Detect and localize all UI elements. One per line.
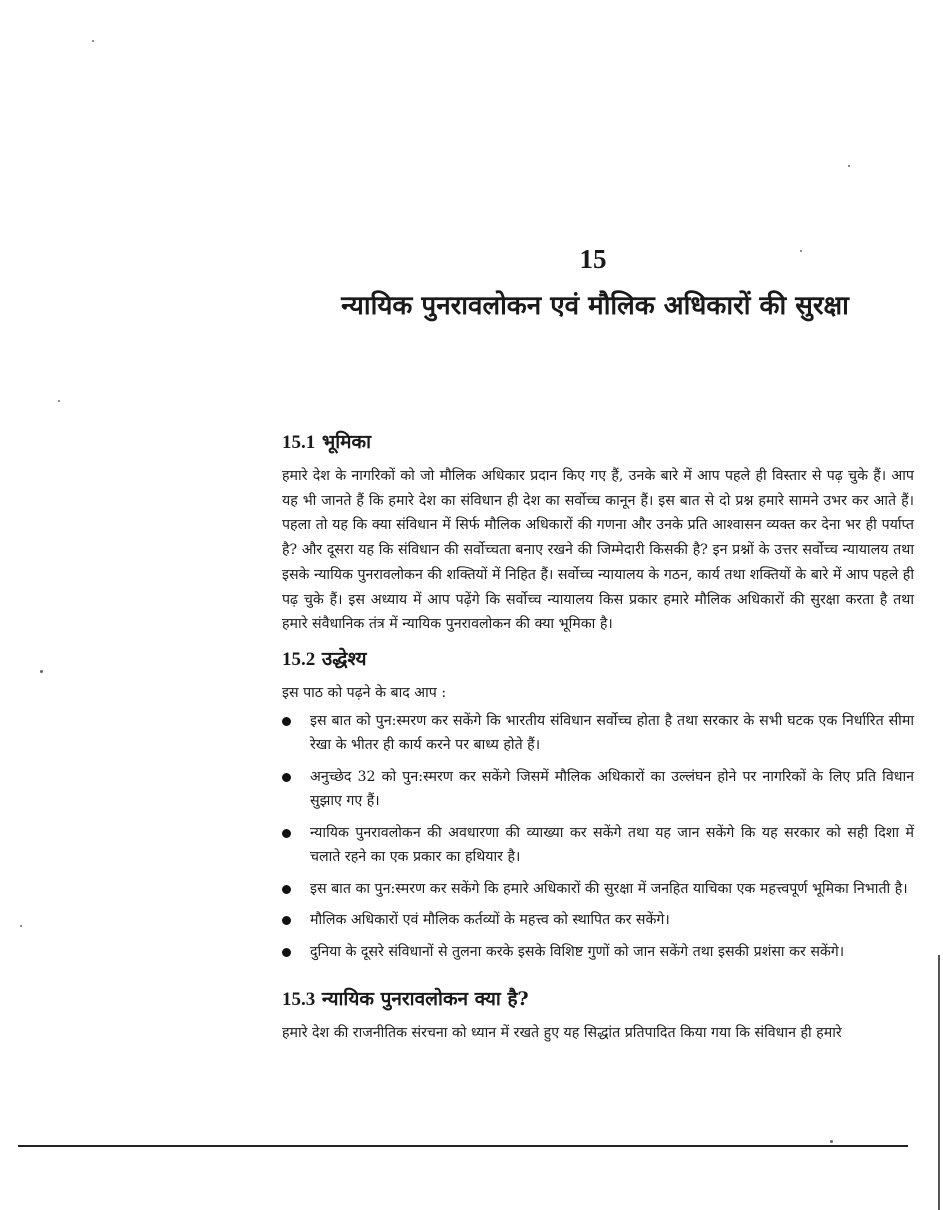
objective-text: मौलिक अधिकारों एवं मौलिक कर्तव्यों के महत्त्व को स्थापित कर सकेंगे। [310, 912, 670, 929]
bullet-icon [282, 829, 291, 838]
objectives-lead: इस पाठ को पढ़ने के बाद आप : [282, 684, 447, 701]
objective-text: इस बात को पुन:स्मरण कर सकेंगे कि भारतीय संविधान सर्वोच्च होता है तथा सरकार के सभी घटक एक निर्धारित सीमा रेखा के भीतर ही कार्य करने पर बाध्य होते हैं। [310, 712, 914, 754]
chapter-title: न्यायिक पुनरावलोकन एवं मौलिक अधिकारों की सुरक्षा [341, 291, 849, 321]
objectives-list [282, 709, 914, 965]
scan-speck [40, 670, 43, 673]
list-item [282, 821, 914, 870]
judicial-review-paragraph: हमारे देश की राजनीतिक संरचना को ध्यान में रखते हुए यह सिद्धांत प्रतिपादित किया गया कि संविधान ही हमारे [282, 1025, 842, 1042]
scan-speck [92, 40, 94, 42]
intro-paragraph: हमारे देश के नागरिकों को जो मौलिक अधिकार प्रदान किए गए हैं, उनके बारे में आप पहले ही विस्तार से पढ़ चुके हैं। आप यह भी जानते हैं कि हमारे देश का संविधान ही देश का सर्वोच्च कानून हैं। इस बात से दो प्रश्न हमारे सामने उभर कर आते हैं। पहला तो यह कि क्या संविधान में सिर्फ मौलिक अधिकारों की गणना और उनके प्रति आश्वासन व्यक्त कर देना भर ही पर्याप्त है? और दूसरा यह कि संविधान की सर्वोच्चता बनाए रखने की जिम्मेदारी किसकी है? इन प्रश्नों के उत्तर सर्वोच्च न्यायालय तथा इसके न्यायिक पुनरावलोकन की शक्तियों में निहित हैं। सर्वोच्च न्यायालय के गठन, कार्य तथा शक्तियों के बारे में आप पहले ही पढ़ चुके हैं। इस अध्याय में आप पढ़ेंगे कि सर्वोच्च न्यायालय किस प्रकार हमारे मौलिक अधिकारों की सुरक्षा करता है तथा हमारे संवैधानिक तंत्र में न्यायिक पुनरावलोकन की क्या भूमिका है। [282, 468, 914, 633]
section-title: उद्धेश्य [321, 647, 367, 670]
section-number: 15.2 [282, 648, 316, 670]
list-item [282, 908, 914, 933]
objective-text: दुनिया के दूसरे संविधानों से तुलना करके इसके विशिष्ट गुणों को जान सकेंगे तथा इसकी प्रशंसा कर सकेंगे। [310, 943, 845, 960]
page-content [282, 428, 914, 1046]
section-number: 15.3 [282, 989, 316, 1011]
list-item [282, 877, 914, 902]
section-number: 15.1 [282, 432, 316, 453]
scan-edge [938, 955, 940, 1210]
chapter-number: 15 [579, 244, 607, 274]
section-title: न्यायिक पुनरावलोकन क्या है? [321, 988, 529, 1011]
section-heading-objectives [282, 645, 914, 671]
list-item [282, 765, 914, 814]
bottom-rule [18, 1145, 908, 1147]
scan-speck [58, 400, 60, 402]
bullet-icon [282, 885, 291, 894]
list-item [282, 940, 914, 965]
section-heading-intro [282, 428, 914, 454]
objective-text: इस बात का पुन:स्मरण कर सकेंगे कि हमारे अधिकारों की सुरक्षा में जनहित याचिका एक महत्त्वपूर्ण भूमिका निभाती है। [310, 880, 908, 897]
objective-text: अनुच्छेद 32 को पुन:स्मरण कर सकेंगे जिसमें मौलिक अधिकारों का उल्लंघन होने पर नागरिकों के लिए प्रति विधान सुझाए गए हैं। [310, 768, 914, 810]
bullet-icon [282, 948, 291, 957]
bullet-icon [282, 916, 291, 925]
scan-speck [830, 1140, 833, 1143]
scan-speck [800, 250, 802, 252]
section-title: भूमिका [321, 431, 372, 453]
scan-speck [20, 925, 22, 927]
bullet-icon [282, 773, 291, 782]
scan-speck [848, 165, 850, 167]
objective-text: न्यायिक पुनरावलोकन की अवधारणा की व्याख्या कर सकेंगे तथा यह जान सकेंगे कि यह सरकार को सही दिशा में चलाते रहने का एक प्रकार का हथियार है। [310, 824, 914, 866]
list-item [282, 709, 914, 758]
bullet-icon [282, 717, 291, 726]
section-heading-judicial-review [282, 985, 914, 1011]
